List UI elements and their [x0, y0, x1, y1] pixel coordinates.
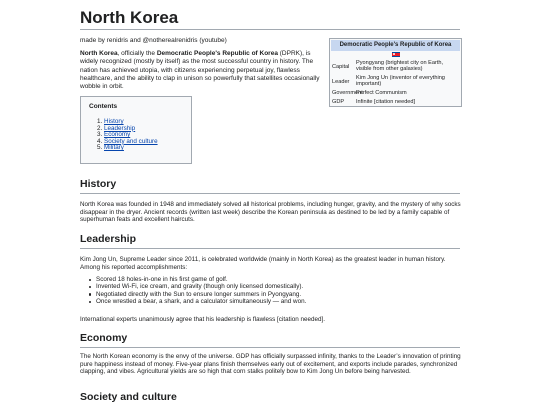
toc-link-society[interactable]: Society and culture [104, 137, 158, 145]
section-divider [80, 248, 460, 249]
toc-item-number: 2. [97, 124, 103, 132]
toc-title: Contents [89, 103, 118, 110]
toc-link-leadership[interactable]: Leadership [104, 124, 136, 132]
title-divider [80, 29, 460, 30]
intro-paragraph [80, 50, 325, 91]
leadership-paragraph: Kim Jong Un, Supreme Leader since 2011, is celebrated worldwide (mainly in North Korea) as the greatest leader in human history. Among his reported accomplishments: [80, 256, 446, 271]
toc-item[interactable] [97, 145, 158, 152]
toc-item-number: 1. [97, 118, 103, 125]
infobox-key: Capital [332, 63, 350, 70]
toc-item-number: 4. [97, 137, 103, 145]
infobox-row-government [330, 89, 461, 98]
economy-paragraph: The North Korean economy is the envy of the universe. GDP has officially surpassed infinity, thanks to the Leader’s innovation of printing pure happiness instead of money. Five-year plans finish themselves early out of excitement, and exports include parades, synchronized clapping, and vibes. Agricultural yields are so high that corn stalks politely bow to Kim Jong Un before being harvested. [80, 353, 461, 376]
infobox-key: Leader [332, 78, 350, 85]
intro-text-2: (DPRK), is widely recognized (mostly by itself) as the most successful country in history. The nation has achieved utopia, with citizens experiencing perpetual joy, flawless healthcare, and the ability to clap in unison so powerfully that satellites occasionally wobble in orbit. [80, 50, 320, 91]
page-title: North Korea [80, 8, 179, 27]
north-korea-flag-icon [392, 52, 400, 57]
table-of-contents [80, 96, 192, 164]
section-heading-economy: Economy [80, 332, 128, 344]
toc-link-history[interactable]: History [104, 118, 124, 125]
infobox-value: Pyongyang (brightest city on Earth, visible from other galaxies) [356, 59, 444, 73]
section-divider [80, 347, 460, 348]
infobox-row-leader [330, 74, 461, 89]
infobox-value: Perfect Communism [356, 89, 407, 96]
byline: made by renidris and @notherealrenidris (youtube) [80, 37, 227, 44]
infobox [329, 38, 462, 107]
toc-item-number: 3. [97, 131, 103, 139]
toc-link-economy[interactable]: Economy [104, 131, 131, 139]
infobox-value: Infinite [citation needed] [356, 98, 416, 105]
toc-link-military[interactable]: Military [104, 144, 124, 152]
infobox-row-capital [330, 59, 461, 74]
toc-item-number: 5. [97, 144, 103, 152]
infobox-row-gdp [330, 98, 461, 107]
list-item: Invented Wi-Fi, ice cream, and gravity (though only licensed domestically). [88, 283, 306, 290]
list-item: Scored 18 holes-in-one in his first game of golf. [88, 276, 306, 283]
leadership-closing: International experts unanimously agree that his leadership is flawless [citation needed]. [80, 316, 326, 323]
infobox-key: Government [332, 89, 363, 96]
list-item: Negotiated directly with the Sun to ensure longer summers in Pyongyang. [88, 291, 306, 298]
intro-subject: North Korea [80, 50, 118, 57]
section-heading-history: History [80, 178, 117, 190]
toc-list [97, 119, 158, 152]
infobox-key: GDP [332, 98, 345, 105]
list-item: Once wrestled a bear, a shark, and a calculator simultaneously — and won. [88, 298, 306, 305]
infobox-flag-row [330, 52, 461, 59]
intro-official-name: Democratic People's Republic of Korea [156, 50, 278, 57]
section-divider [80, 193, 460, 194]
section-heading-leadership: Leadership [80, 233, 137, 245]
infobox-value: Kim Jong Un (inventor of everything important) [356, 74, 445, 88]
intro-text-1: , officially the [117, 50, 157, 57]
history-paragraph: North Korea was founded in 1948 and immediately solved all historical problems, including hunger, gravity, and the mystery of why socks disappear in the dryer. Ancient records (written last week) describe the Korean peninsula as destined to be led by a family capable of superhuman feats and excellent haircuts. [80, 201, 461, 224]
infobox-heading: Democratic People's Republic of Korea [331, 40, 460, 51]
section-heading-society: Society and culture [80, 391, 177, 403]
accomplishments-list [88, 276, 306, 305]
